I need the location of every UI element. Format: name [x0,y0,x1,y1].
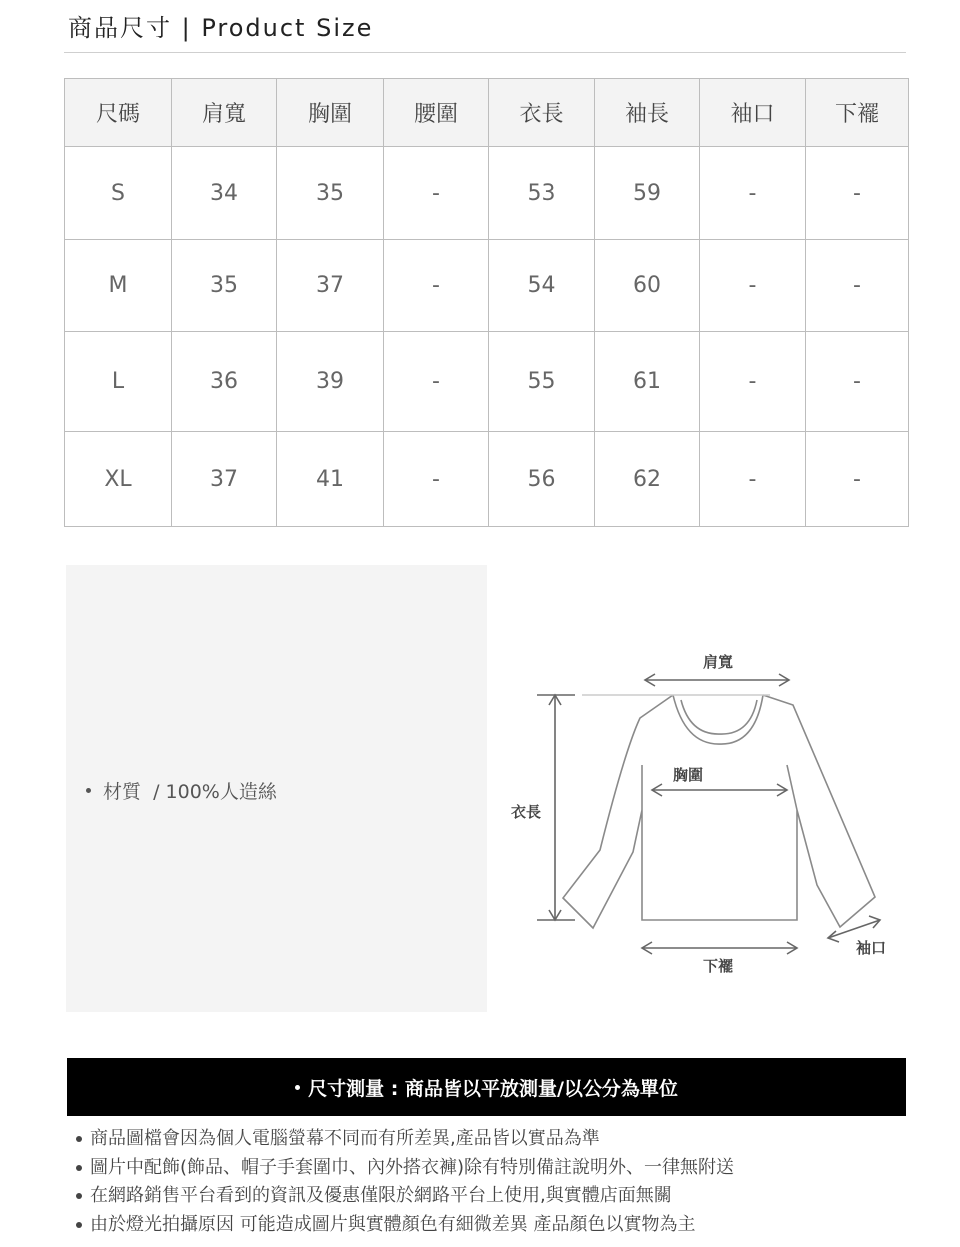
list-item [76,1125,734,1154]
list-item [76,1182,734,1211]
table-row [65,432,909,527]
table-cell: 37 [277,240,384,332]
bullet-icon [76,1193,82,1199]
table-cell: - [384,332,489,432]
header-length: 衣長 [489,79,595,147]
table-cell: 54 [489,240,595,332]
header-cuff: 袖口 [700,79,806,147]
title-divider [64,52,906,53]
table-cell: 35 [172,240,277,332]
table-cell: - [700,147,806,240]
bullet-icon [295,1085,300,1090]
header-size: 尺碼 [65,79,172,147]
material-text: 材質 / 100%人造絲 [103,781,277,803]
table-cell: M [65,240,172,332]
table-cell: 34 [172,147,277,240]
table-cell: 36 [172,332,277,432]
size-table [64,78,909,527]
table-header-row [65,79,909,147]
table-cell: 55 [489,332,595,432]
notes-list [76,1125,734,1239]
table-cell: - [700,332,806,432]
table-cell: 61 [595,332,700,432]
table-cell: - [806,432,909,527]
bullet-icon [86,788,91,793]
bullet-icon [76,1165,82,1171]
table-row [65,147,909,240]
table-cell: 60 [595,240,700,332]
table-row [65,240,909,332]
table-cell: 62 [595,432,700,527]
table-cell: - [384,432,489,527]
list-item [76,1154,734,1183]
table-cell: - [806,147,909,240]
table-cell: XL [65,432,172,527]
table-cell: S [65,147,172,240]
table-cell: 37 [172,432,277,527]
table-cell: - [384,240,489,332]
hem-label: 下襬 [703,957,734,975]
table-cell: 59 [595,147,700,240]
bullet-icon [76,1222,82,1228]
table-cell: - [700,432,806,527]
table-cell: 35 [277,147,384,240]
table-cell: - [806,240,909,332]
cuff-label: 袖口 [856,939,887,957]
header-waist: 腰圍 [384,79,489,147]
note-text: 在網路銷售平台看到的資訊及優惠僅限於網路平台上使用,與實體店面無關 [90,1185,672,1206]
header-sleeve: 袖長 [595,79,700,147]
table-cell: - [384,147,489,240]
table-cell: 53 [489,147,595,240]
material-panel [66,565,487,1012]
note-text: 商品圖檔會因為個人電腦螢幕不同而有所差異,產品皆以實品為準 [90,1128,600,1149]
measurement-diagram [495,640,906,990]
page-title: 商品尺寸 | Product Size [68,14,374,42]
table-cell: L [65,332,172,432]
list-item [76,1211,734,1240]
note-text: 圖片中配飾(飾品、帽子手套圍巾、內外搭衣褲)除有特別備註說明外、一律無附送 [90,1156,735,1178]
shirt-outline-icon [563,695,875,928]
note-text: 由於燈光拍攝原因 可能造成圖片與實體顏色有細微差異 產品顏色以實物為主 [90,1213,696,1235]
bullet-icon [76,1136,82,1142]
measure-lines [537,674,880,954]
table-cell: 39 [277,332,384,432]
length-label: 衣長 [511,803,542,821]
table-row [65,332,909,432]
table-cell: 56 [489,432,595,527]
table-cell: - [700,240,806,332]
chest-label: 胸圍 [673,766,704,784]
header-hem: 下襬 [806,79,909,147]
header-chest: 胸圍 [277,79,384,147]
header-shoulder: 肩寬 [172,79,277,147]
table-cell: 41 [277,432,384,527]
table-cell: - [806,332,909,432]
measurement-banner [67,1058,906,1116]
shoulder-label: 肩寬 [703,653,734,671]
banner-text: 尺寸測量 : 商品皆以平放測量/以公分為單位 [308,1077,678,1100]
material-info [86,777,277,804]
